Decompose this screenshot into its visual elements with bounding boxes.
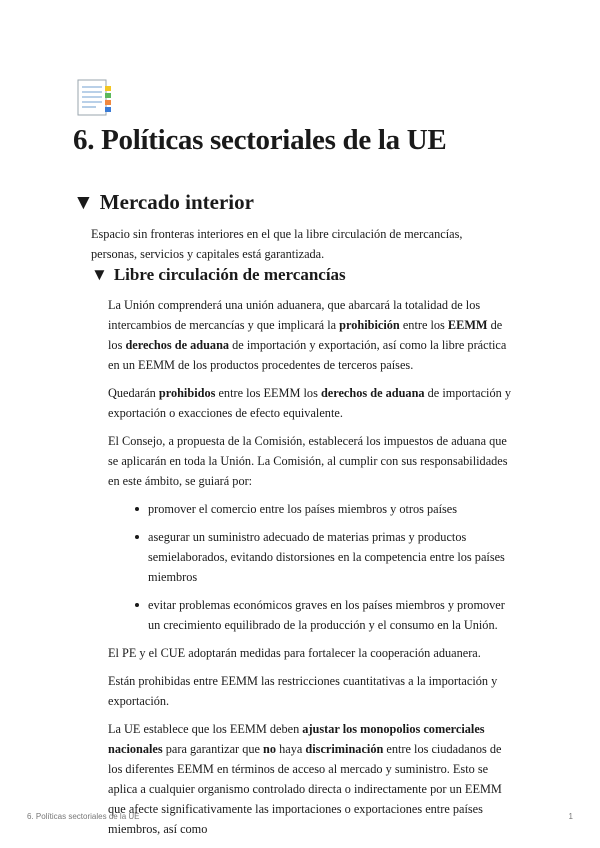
bullet-icon <box>135 507 139 511</box>
subsection-heading-libre-circulacion[interactable] <box>91 265 346 285</box>
notes-document-icon <box>76 78 114 118</box>
bullet-icon <box>135 535 139 539</box>
paragraph-restricciones: Están prohibidas entre EEMM las restricciones cuantitativas a la importación y exportación. <box>108 674 498 708</box>
paragraph-monopolios: La UE establece que los EEMM deben ajustar los monopolios comerciales nacionales para garantizar que no haya discriminación entre los ciudadanos de los diferentes EEMM en términos de acceso al mercado y suministro. Esto se aplica a cualquier organismo controlado directa o indirectamente por un EEMM que afecte significativamente las importaciones o exportaciones entre países miembros, así como <box>108 722 502 836</box>
collapse-triangle-icon[interactable]: ▼ <box>73 190 94 214</box>
paragraph-union-aduanera: La Unión comprenderá una unión aduanera, que abarcará la totalidad de los intercambios de mercancías y que implicará la prohibición entre los EEMM de los derechos de aduana de importación y exportación, así como la libre práctica en un EEMM de los productos procedentes de terceros países. <box>108 298 507 372</box>
subsection-title: Libre circulación de mercancías <box>113 265 346 284</box>
page-number: 1 <box>568 812 573 821</box>
page-title: 6. Políticas sectoriales de la UE <box>73 124 447 156</box>
subsection-body <box>108 295 516 847</box>
paragraph-prohibidos: Quedarán prohibidos entre los EEMM los derechos de aduana de importación y exportación o exacciones de efecto equivalente. <box>108 386 511 420</box>
paragraph-consejo: El Consejo, a propuesta de la Comisión, establecerá los impuestos de aduana que se aplicarán en toda la Unión. La Comisión, al cumplir con sus responsabilidades en este ámbito, se guiará por: <box>108 434 508 488</box>
section-intro: Espacio sin fronteras interiores en el que la libre circulación de mercancías, personas, servicios y capitales está garantizada. <box>91 227 463 261</box>
list-item: promover el comercio entre los países miembros y otros países <box>148 499 516 519</box>
bullet-list <box>108 499 516 635</box>
footer-title: 6. Políticas sectoriales de la UE <box>27 812 140 821</box>
section-title: Mercado interior <box>99 190 254 214</box>
paragraph-cooperacion: El PE y el CUE adoptarán medidas para fortalecer la cooperación aduanera. <box>108 646 481 660</box>
bullet-icon <box>135 603 139 607</box>
page-footer <box>27 812 573 821</box>
section-heading-mercado-interior[interactable] <box>73 190 254 215</box>
collapse-triangle-icon[interactable]: ▼ <box>91 265 108 284</box>
list-item: asegurar un suministro adecuado de materias primas y productos semielaborados, evitando distorsiones en la competencia entre los países miembros <box>148 527 516 587</box>
list-item: evitar problemas económicos graves en los países miembros y promover un crecimiento equilibrado de la producción y el consumo en la Unión. <box>148 595 516 635</box>
